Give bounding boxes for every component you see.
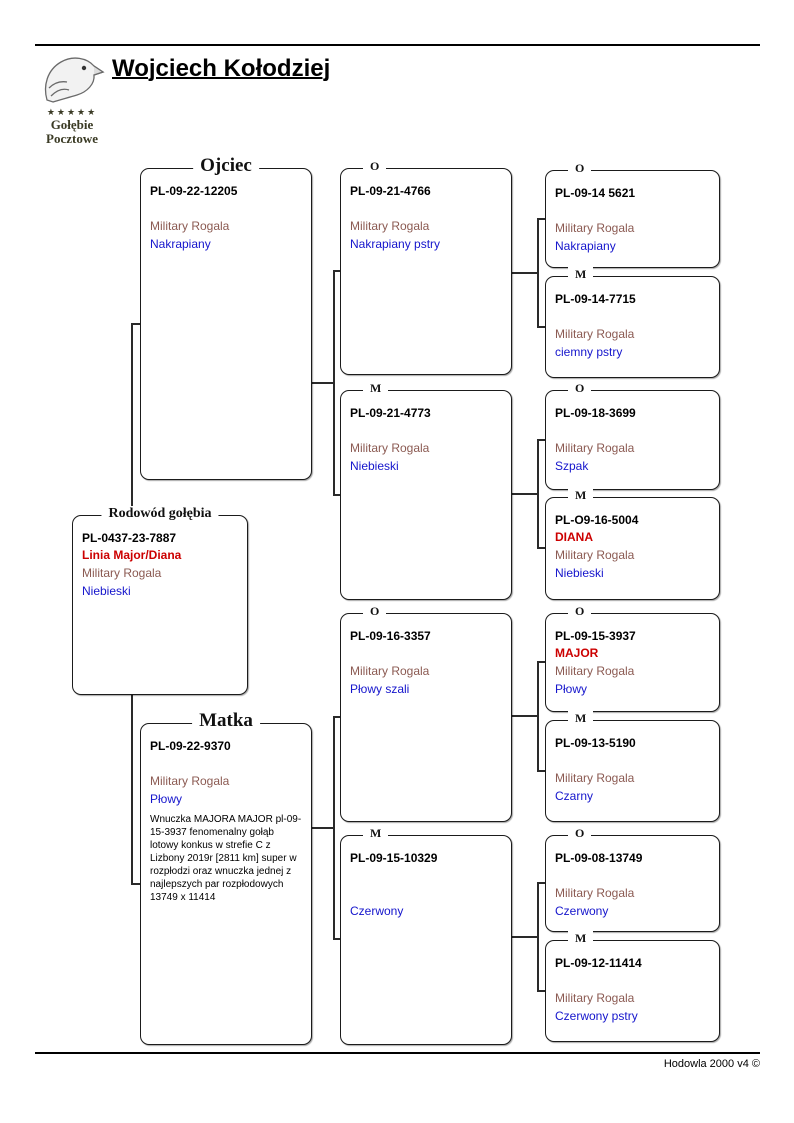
header-rule: [35, 44, 760, 46]
pigeon-name: Linia Major/Diana: [82, 548, 182, 562]
color-name: Płowy szali: [350, 682, 410, 696]
pigeon-name: [350, 866, 502, 884]
ring-number: PL-09-18-3699: [555, 406, 636, 420]
pigeon-name: [555, 751, 710, 769]
sire-tag-label: O: [568, 381, 591, 396]
pedigree-box-great-grandparent-1: [545, 161, 720, 268]
color-name: Szpak: [555, 459, 589, 473]
sire-tag-label: O: [568, 604, 591, 619]
club-logo: [33, 52, 111, 146]
pedigree-box-great-grandparent-2: [545, 267, 720, 378]
father-box-label: Ojciec: [193, 155, 259, 177]
strain-name: Military Rogala: [555, 664, 635, 678]
pigeon-name: [555, 307, 710, 325]
strain-name: Military Rogala: [555, 441, 635, 455]
pigeon-name: [350, 644, 502, 662]
color-name: Nakrapiany pstry: [350, 237, 441, 251]
pigeon-name: [350, 199, 502, 217]
breeder-name-title: Wojciech Kołodziej: [112, 55, 331, 82]
ring-number: PL-09-21-4773: [350, 406, 431, 420]
dam-tag-label: M: [568, 931, 593, 946]
sire-tag-label: O: [363, 604, 386, 619]
pigeon-name: MAJOR: [555, 646, 599, 660]
logo-stars: ★★★★★: [46, 107, 98, 117]
connector-line: [311, 382, 334, 384]
connector-line: [511, 493, 538, 495]
ring-number: PL-09-14 5621: [555, 186, 636, 200]
strain-name: [350, 884, 502, 902]
pigeon-name: [555, 971, 710, 989]
dam-tag-label: M: [568, 488, 593, 503]
color-name: Nakrapiany: [555, 239, 616, 253]
color-name: ciemny pstry: [555, 345, 623, 359]
color-name: Czarny: [555, 789, 594, 803]
sire-tag-label: O: [363, 159, 386, 174]
connector-line: [311, 827, 334, 829]
pedigree-box-great-grandparent-3: [545, 381, 720, 490]
color-name: Czerwony pstry: [555, 1009, 638, 1023]
strain-name: Military Rogala: [555, 327, 635, 341]
ring-number: PL-09-14-7715: [555, 292, 636, 306]
strain-name: Military Rogala: [350, 441, 430, 455]
pigeon-name: [350, 421, 502, 439]
ring-number: PL-09-15-10329: [350, 851, 438, 865]
pigeon-name: DIANA: [555, 530, 593, 544]
pedigree-box-father: [140, 155, 312, 480]
pigeon-name: [555, 866, 710, 884]
pigeon-name: [555, 421, 710, 439]
pigeon-name: [555, 201, 710, 219]
app-credit: Hodowla 2000 v4 ©: [663, 1058, 760, 1070]
strain-name: Military Rogala: [82, 566, 162, 580]
pedigree-box-grandparent-4: [340, 826, 512, 1045]
strain-name: Military Rogala: [555, 991, 635, 1005]
strain-name: Military Rogala: [350, 664, 430, 678]
strain-name: Military Rogala: [555, 221, 635, 235]
color-name: Czerwony: [555, 904, 609, 918]
color-name: Niebieski: [350, 459, 399, 473]
connector-line: [511, 272, 538, 274]
pedigree-box-great-grandparent-7: [545, 826, 720, 932]
dam-tag-label: M: [363, 381, 388, 396]
pedigree-box-mother: [140, 710, 312, 1045]
pedigree-note: Wnuczka MAJORA MAJOR pl-09-15-3937 fenomenalny gołąb lotowy konkus w strefie C z Lizbony 2019r [2811 km] super w rozpłodzi oraz wnuczka jednej z najlepszych par rozpłodowych 13749 x 11414: [150, 814, 302, 903]
pigeon-name: [150, 754, 302, 772]
strain-name: Military Rogala: [555, 548, 635, 562]
strain-name: Military Rogala: [150, 774, 230, 788]
pedigree-box-great-grandparent-5: [545, 604, 720, 712]
dam-tag-label: M: [568, 711, 593, 726]
logo-text-line1: Gołębie: [50, 117, 94, 132]
strain-name: Military Rogala: [150, 219, 230, 233]
footer-rule: [35, 1052, 760, 1054]
ring-number: PL-09-22-12205: [150, 184, 238, 198]
dam-tag-label: M: [568, 267, 593, 282]
ring-number: PL-09-08-13749: [555, 851, 643, 865]
mother-box-label: Matka: [192, 710, 260, 732]
ring-number: PL-0437-23-7887: [82, 531, 177, 545]
color-name: Niebieski: [555, 566, 604, 580]
color-name: Niebieski: [82, 584, 131, 598]
ring-number: PL-09-12-11414: [555, 956, 642, 970]
pedigree-box-grandparent-2: [340, 381, 512, 600]
ring-number: PL-09-21-4766: [350, 184, 431, 198]
connector-line: [511, 715, 538, 717]
sire-tag-label: O: [568, 161, 591, 176]
pigeon-name: [150, 199, 302, 217]
pedigree-box-great-grandparent-8: [545, 931, 720, 1042]
subject-box-label: Rodowód gołębia: [101, 506, 218, 522]
logo-text-line2: Pocztowe: [46, 131, 98, 146]
color-name: Nakrapiany: [150, 237, 211, 251]
ring-number: PL-09-16-3357: [350, 629, 431, 643]
pigeon-logo-icon: [37, 52, 107, 104]
ring-number: PL-09-22-9370: [150, 739, 231, 753]
pedigree-box-grandparent-3: [340, 604, 512, 822]
color-name: Płowy: [555, 682, 588, 696]
ring-number: PL-09-15-3937: [555, 629, 636, 643]
ring-number: PL-O9-16-5004: [555, 513, 639, 527]
strain-name: Military Rogala: [555, 771, 635, 785]
strain-name: Military Rogala: [350, 219, 430, 233]
pedigree-box-great-grandparent-6: [545, 711, 720, 822]
dam-tag-label: M: [363, 826, 388, 841]
strain-name: Military Rogala: [555, 886, 635, 900]
connector-line: [511, 936, 538, 938]
color-name: Płowy: [150, 792, 183, 806]
pedigree-box-great-grandparent-4: [545, 488, 720, 600]
color-name: Czerwony: [350, 904, 404, 918]
pedigree-box-subject: [72, 506, 248, 695]
sire-tag-label: O: [568, 826, 591, 841]
pedigree-box-grandparent-1: [340, 159, 512, 375]
ring-number: PL-09-13-5190: [555, 736, 636, 750]
